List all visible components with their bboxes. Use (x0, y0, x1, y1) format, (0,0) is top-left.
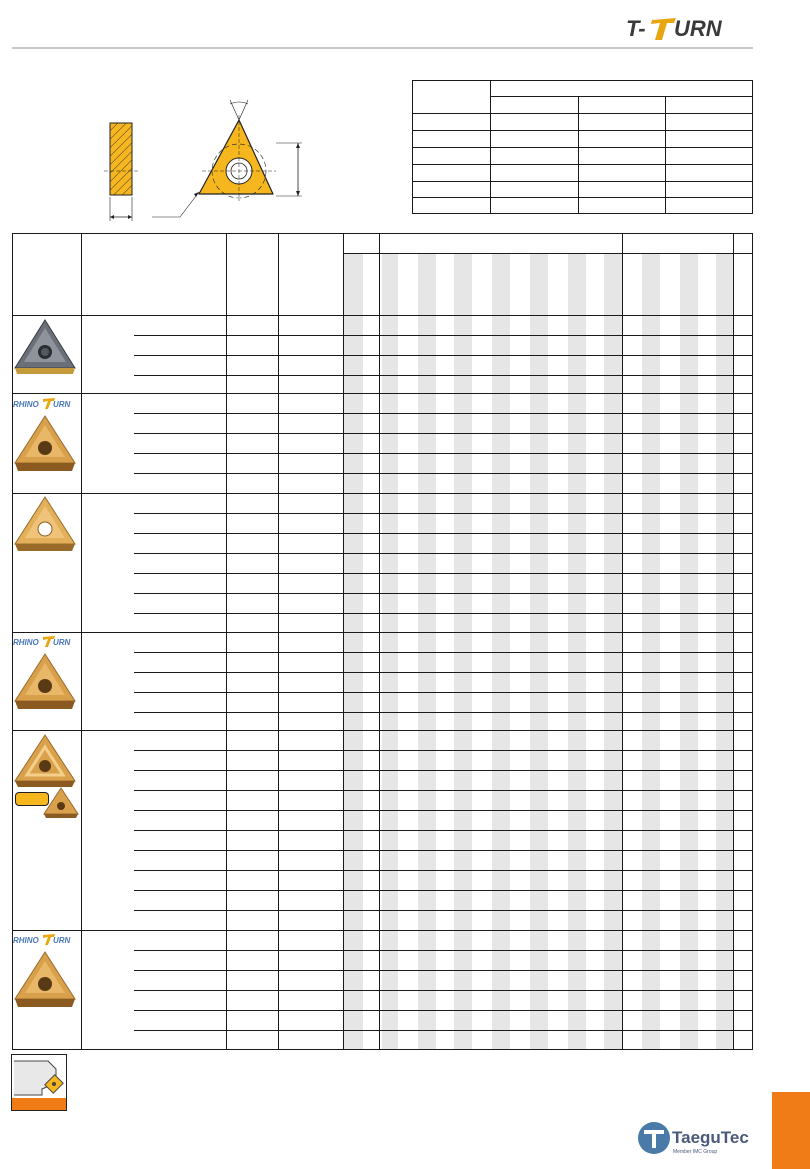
rhinoturn-logo (12, 397, 78, 411)
table-row-line (12, 493, 753, 494)
rhinoturn-logo (12, 933, 78, 947)
rhinoturn-insert-image (13, 413, 77, 475)
table-rule (12, 233, 753, 234)
external-turning-icon (11, 1054, 67, 1111)
insert-grade-table (12, 233, 753, 1050)
table-column-line (622, 233, 623, 1050)
table-row-line (12, 393, 753, 394)
svg-text:URN: URN (674, 16, 722, 41)
header-rule (12, 47, 753, 49)
side-tab (772, 1092, 810, 1169)
table-row-line (12, 930, 753, 931)
rhinoturn-insert-image (13, 949, 77, 1011)
svg-text:Member IMC Group: Member IMC Group (673, 1149, 718, 1155)
table-column-line (733, 233, 734, 1050)
svg-text:URN: URN (53, 400, 71, 409)
table-rule (343, 253, 753, 254)
table-column-line (81, 233, 82, 1050)
table-row-line (12, 315, 753, 316)
chipbreaker-insert-image (13, 318, 77, 376)
insert-top-view-drawing (150, 95, 310, 225)
table-column-line (752, 233, 753, 1050)
table-row-line (12, 632, 753, 633)
company-logo (636, 1112, 758, 1158)
chipbreaker-insert-image (13, 733, 77, 789)
svg-text:RHINO: RHINO (13, 936, 39, 945)
dimension-table (412, 80, 753, 214)
brand-logo (622, 14, 754, 42)
small-insert-image (42, 786, 80, 820)
table-row-line (12, 730, 753, 731)
plain-insert-image (13, 494, 77, 556)
svg-text:RHINO: RHINO (13, 638, 39, 647)
rhinoturn-insert-image (13, 651, 77, 713)
table-column-line (343, 233, 344, 1050)
table-column-line (226, 233, 227, 1050)
svg-text:TaeguTec: TaeguTec (672, 1128, 749, 1147)
insert-side-view-drawing (100, 115, 145, 225)
table-column-line (379, 233, 380, 1050)
table-rule (12, 1049, 753, 1050)
svg-text:URN: URN (53, 638, 71, 647)
rhinoturn-logo (12, 635, 78, 649)
svg-text:URN: URN (53, 936, 71, 945)
svg-text:RHINO: RHINO (13, 400, 39, 409)
table-column-line (278, 233, 279, 1050)
svg-text:T-: T- (626, 16, 646, 41)
